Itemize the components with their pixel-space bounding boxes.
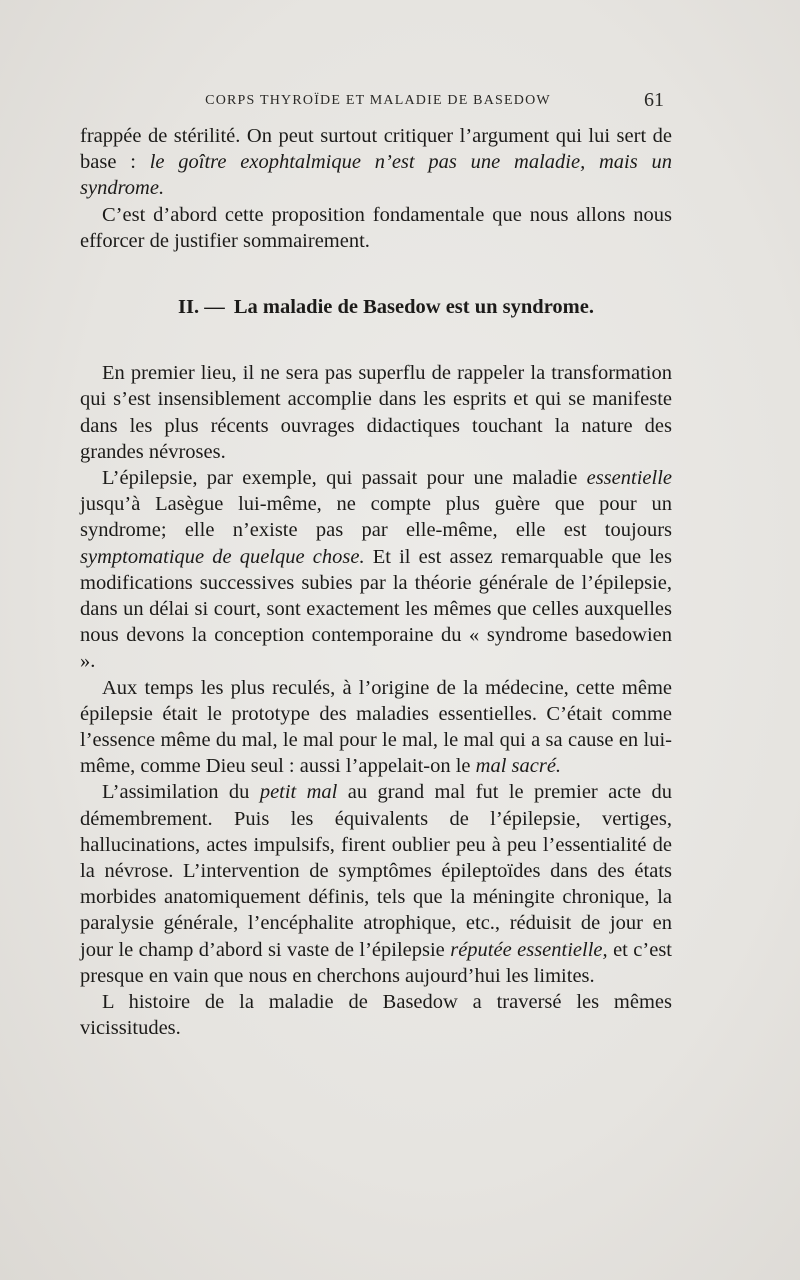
page-number: 61 xyxy=(644,89,664,111)
paragraph-7: L histoire de la maladie de Basedow a traversé les mêmes vicissitudes. xyxy=(80,991,672,1040)
italic-thesis: le goître exophtalmique n’est pas une maladie, mais un syndrome. xyxy=(80,151,673,200)
section-title: La maladie de Basedow est un syndrome. xyxy=(233,296,594,319)
section-heading xyxy=(80,294,672,320)
paragraph-4: L’épilepsie, par exemple, qui passait pour une maladie essentielle jusqu’à Lasègue lui-même, ne compte plus guère que pour un syndrome; elle n’existe pas par elle-même, elle est toujours symptomatique de quelque chose. Et il est assez remarquable que les modifications successives subies par la théorie générale de l’épilepsie, dans un délai si court, sont exactement les mêmes que celles auxquelles nous devons la conception contemporaine du « syndrome basedowien ». xyxy=(80,467,672,673)
paragraph-1: frappée de stérilité. On peut surtout critiquer l’argument qui lui sert de base : le goître exophtalmique n’est pas une maladie, mais un syndrome. xyxy=(80,125,673,200)
section-number: II. — xyxy=(178,296,225,319)
running-title: CORPS THYROÏDE ET MALADIE DE BASEDOW xyxy=(205,93,551,108)
paragraph-2: C’est d’abord cette proposition fondamentale que nous allons nous efforcer de justifier sommairement. xyxy=(80,203,672,252)
paragraph-6: L’assimilation du petit mal au grand mal fut le premier acte du démembrement. Puis les équivalents de l’épilepsie, vertiges, hallucinations, actes impulsifs, firent oublier peu à peu l’essentialité de la névrose. L’intervention de symptômes épileptoïdes dans des états morbides anatomiquement définis, tels que la méningite chronique, la paralysie générale, l’encéphalite atrophique, etc., réduisit de jour en jour le champ d’abord si vaste de l’épilepsie réputée essentielle, et c’est presque en vain que nous en cherchons aujourd’hui les limites. xyxy=(80,781,673,987)
paragraph-3: En premier lieu, il ne sera pas superflu de rappeler la transformation qui s’est insensiblement accomplie dans les esprits et qui se manifeste dans les plus récents ouvrages didactiques touchant la nature des grandes névroses. xyxy=(80,362,672,463)
paragraph-5: Aux temps les plus reculés, à l’origine de la médecine, cette même épilepsie était le prototype des maladies essentielles. C’était comme l’essence même du mal, le mal pour le mal, le mal qui a sa cause en lui-même, comme Dieu seul : aussi l’appelait-on le mal sacré. xyxy=(80,676,672,778)
body-text xyxy=(80,123,672,1042)
